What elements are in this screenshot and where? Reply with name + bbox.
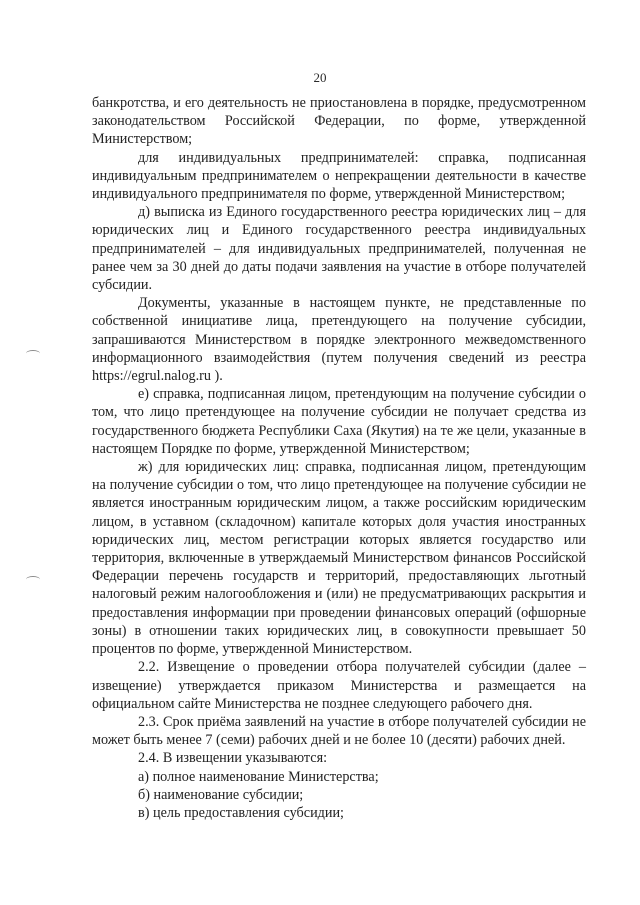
paragraph-documents-note: Документы, указанные в настоящем пункте, не представленные по собственной инициативе лица, претендующего на получение субсидии, запрашиваются Министерством в порядке электронного межведомственного информационного взаимодействия (путем получения сведений из реестра https://egrul.nalog.ru ).: [92, 295, 586, 385]
page-number: 20: [313, 70, 327, 85]
margin-mark: [26, 576, 40, 583]
list-item-v: в) цель предоставления субсидии;: [138, 804, 345, 821]
paragraph-e-certificate: е) справка, подписанная лицом, претендующим на получение субсидии о том, что лицо претендующее на получение субсидии не получает средства из государственного бюджета Республики Саха (Якутия) на те же цели, указанные в настоящем Порядке по форме, утвержденной Министерством;: [92, 386, 586, 457]
paragraph-d-registry-extract: д) выписка из Единого государственного реестра юридических лиц – для юридических лиц и Единого государственного реестра индивидуальных предпринимателей – для индивидуальных предпринимателей, полученная не ранее чем за 30 дней до даты подачи заявления на участие в отборе получателей субсидии.: [92, 204, 586, 294]
list-item-a: а) полное наименование Министерства;: [138, 768, 379, 785]
document-body: [92, 94, 586, 822]
list-item-b: б) наименование субсидии;: [138, 786, 304, 803]
paragraph-individual-entrepreneurs: для индивидуальных предпринимателей: справка, подписанная индивидуальным предпринимателем о непрекращении деятельности в качестве индивидуального предпринимателя по форме, утвержденной Министерством;: [92, 149, 586, 203]
paragraph-zh-legal-entities: ж) для юридических лиц: справка, подписанная лицом, претендующим на получение субсидии о том, что лицо претендующее на получение субсидии не является иностранным юридическим лицом, а также российским юридическим лицом, в уставном (складочном) капитале которых доля участия иностранных юридических лиц, местом регистрации которых является государство или территория, включенные в утверждаемый Министерством финансов Российской Федерации перечень государств и территорий, предоставляющих льготный налоговый режим налогообложения и (или) не предусматривающих раскрытия и предоставления информации при проведении финансовых операций (офшорные зоны) в отношении таких юридических лиц, в совокупности превышает 50 процентов по форме, утвержденной Министерством.: [92, 459, 586, 658]
paragraph-2-4-notice-contents: 2.4. В извещении указываются:: [138, 750, 328, 767]
paragraph-2-3-deadline: 2.3. Срок приёма заявлений на участие в отборе получателей субсидии не может быть менее 7 (семи) рабочих дней и не более 10 (десяти) рабочих дней.: [92, 713, 586, 749]
margin-mark: [26, 350, 40, 357]
paragraph-2-2-notice: 2.2. Извещение о проведении отбора получателей субсидии (далее – извещение) утверждается приказом Министерства и размещается на официальном сайте Министерства не позднее следующего рабочего дня.: [92, 659, 586, 712]
paragraph-bankruptcy-continuation: банкротства, и его деятельность не приостановлена в порядке, предусмотренном законодательством Российской Федерации, по форме, утвержденной Министерством;: [92, 95, 586, 148]
